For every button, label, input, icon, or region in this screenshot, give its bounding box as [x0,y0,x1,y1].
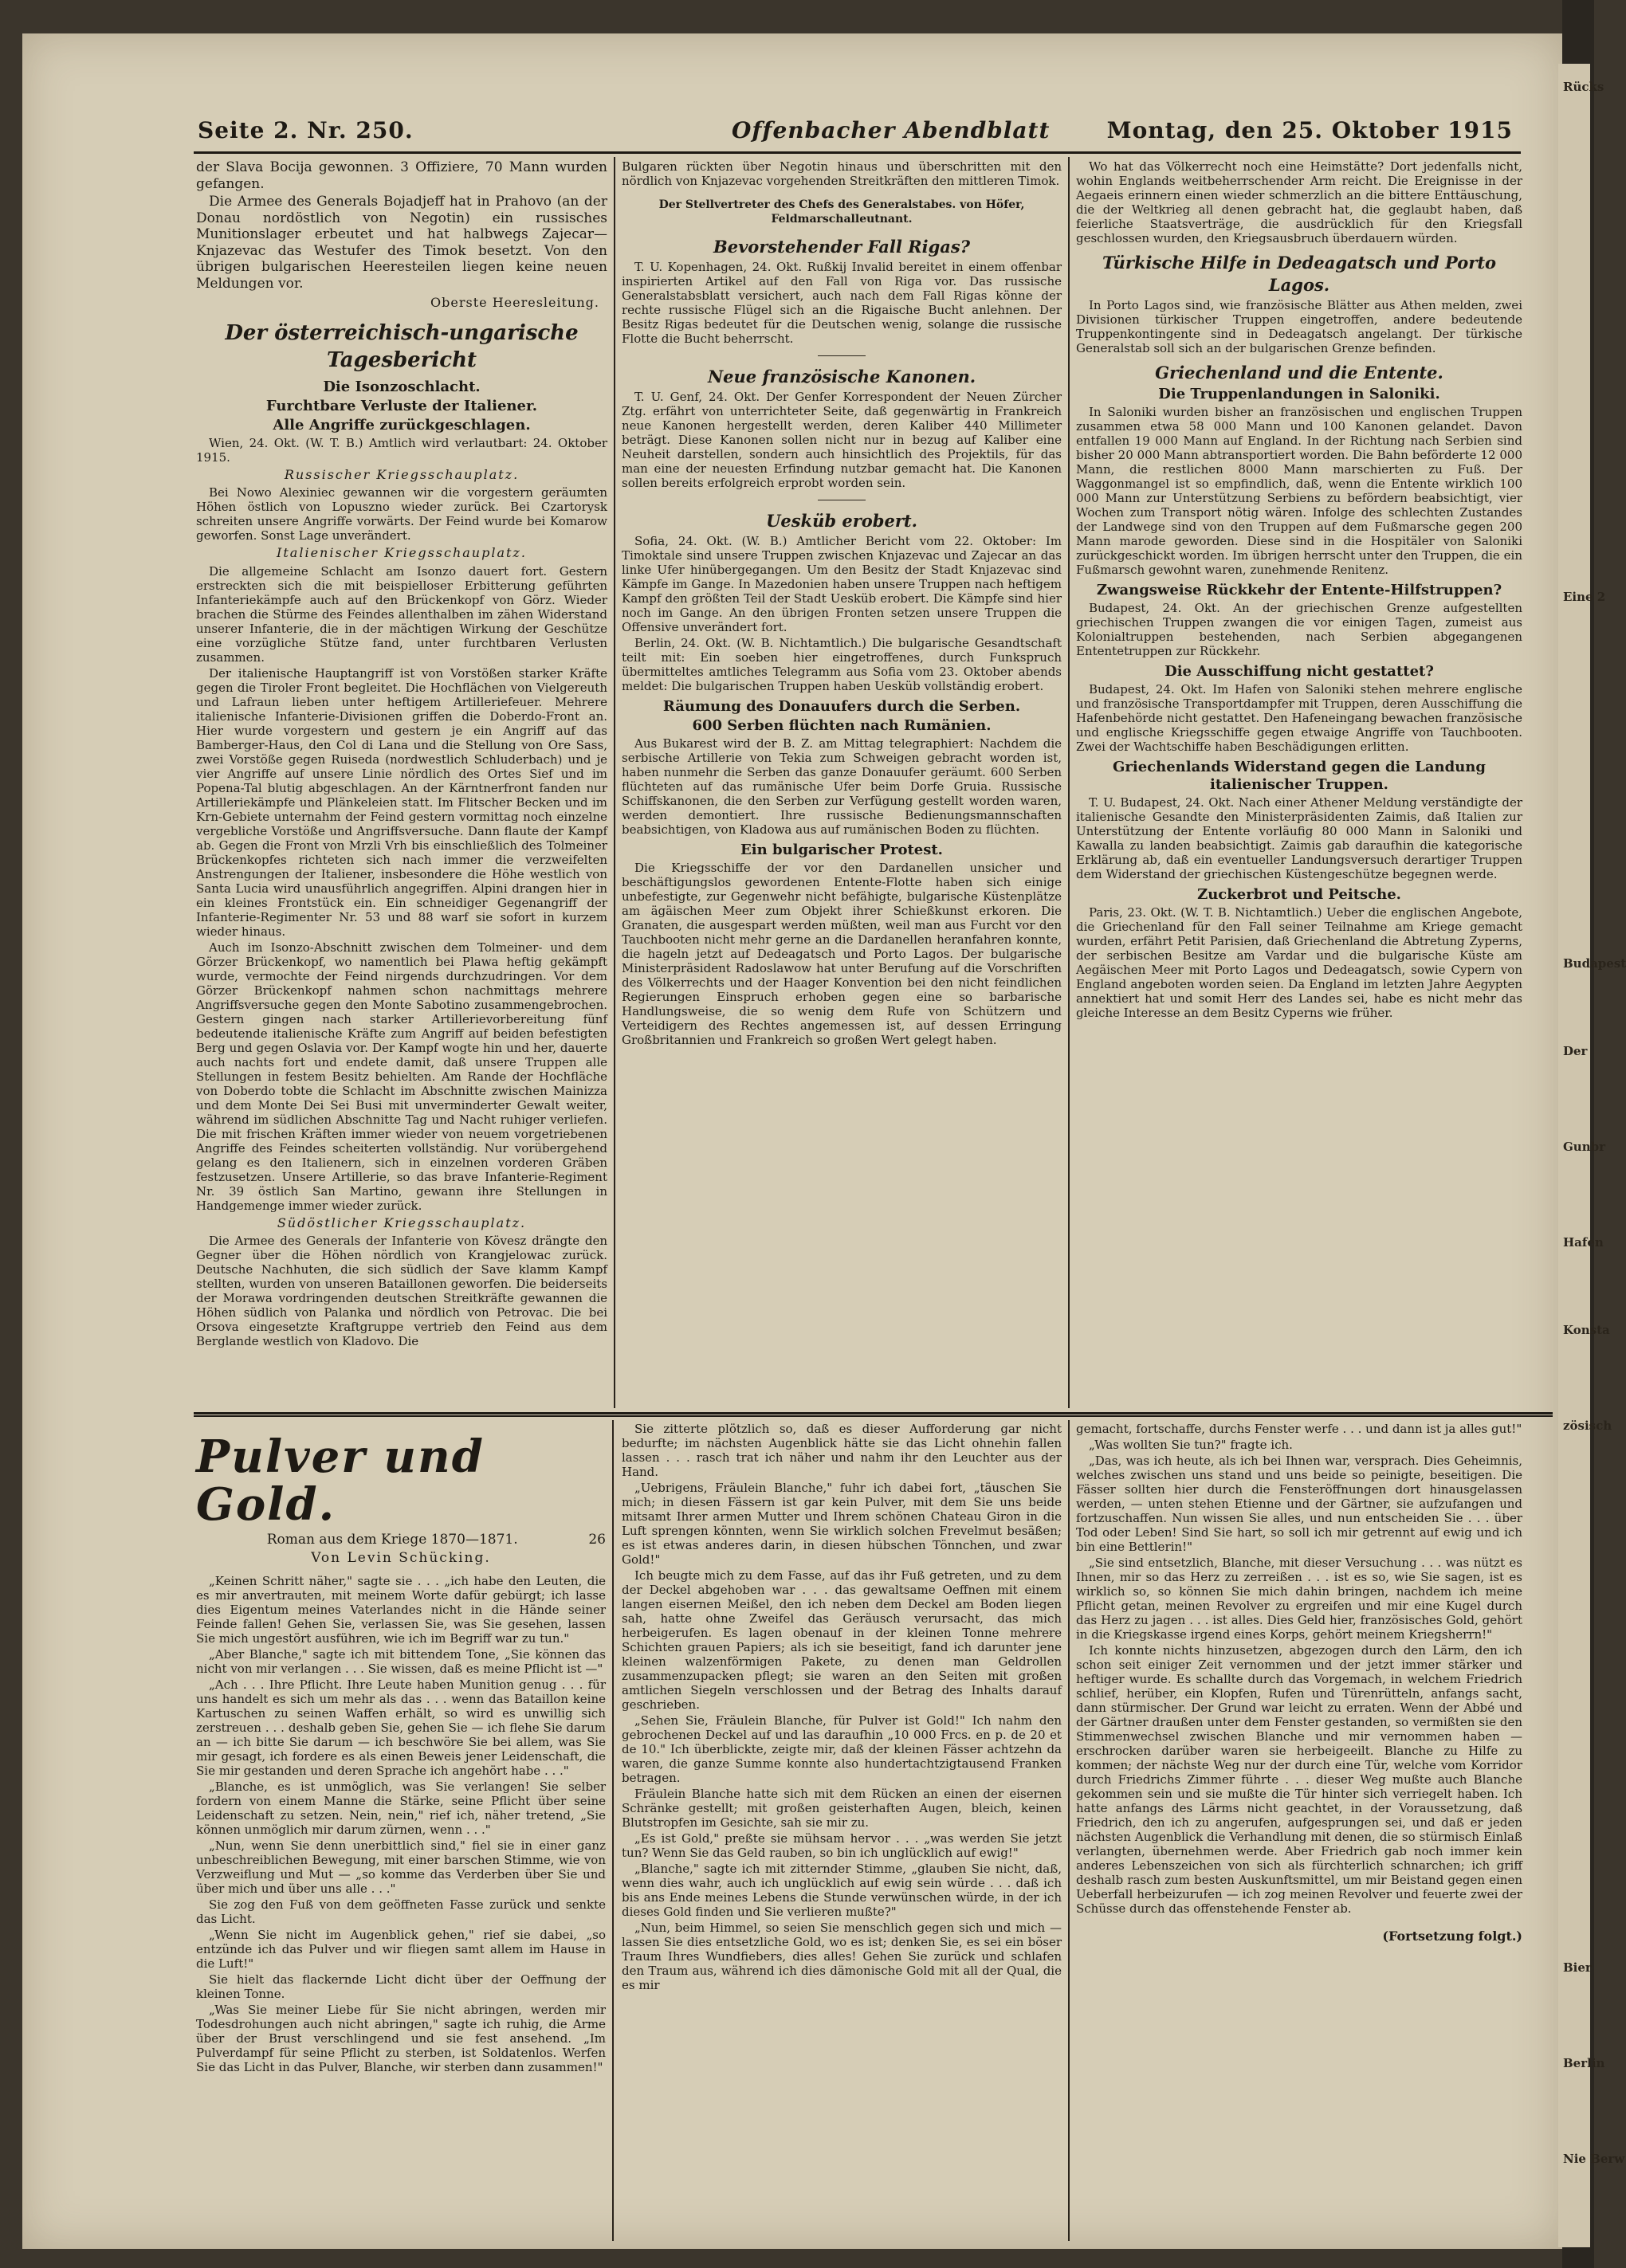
paragraph: Sie hielt das flackernde Licht dicht über der Oeffnung der kleinen Tonne. [196,1972,606,2001]
paragraph: Wien, 24. Okt. (W. T. B.) Amtlich wird verlautbart: 24. Oktober 1915. [196,435,607,465]
signature: Der Stellvertreter des Chefs des Generalstabes. von Höfer, Feldmarschalleutnant. [658,198,1025,226]
paragraph: Die allgemeine Schlacht am Isonzo dauert fort. Gestern erstreckten sich die mit beispielloser Erbitterung geführten Infanteriekämpfe auch auf den Brückenkopf von Görz. Wieder brachen die Stürme des Feindes allenthalben im zähen Widerstand unserer Infanterie, die in der mächtigen Wirkung der Geschütze eine vorzügliche Stütze fand, unter furchtbaren Verlusten zusammen. [196,563,607,665]
signature: Oberste Heeresleitung. [430,295,599,310]
subheadline: 600 Serben flüchten nach Rumänien. [692,717,992,734]
paragraph: T. U. Genf, 24. Okt. Der Genfer Korrespondent der Neuen Zürcher Ztg. erfährt von unterrichteter Seite, daß gegenwärtig in Frankreich neue Kanonen hergestellt werden, deren Kaliber 440 Millimeter beträgt. Diese Kanonen sollen nicht nur in bezug auf Kaliber eine Neuheit darstellen, sondern auch hinsichtlich des Projektils, für das man eine der neuesten Erfindung nutzbar gemacht hat. Die Kanonen sollen bereits erfolgreich erprobt worden sein. [622,390,1062,490]
paragraph: Budapest, 24. Okt. An der griechischen Grenze aufgestellten griechischen Truppen zwangen die vor einigen Tagen, zumeist aus Kolonialtruppen bestehenden, nach Serbien abgegangenen Ententetruppen zur Rückkehr. [1076,601,1522,658]
paragraph: der Slava Bocija gewonnen. 3 Offiziere, 70 Mann wurden gefangen. [196,159,607,192]
paragraph: T. U. Kopenhagen, 24. Okt. Rußkij Invalid bereitet in einem offenbar inspirierten Artikel auf den Fall von Riga vor. Das russische Generalstabsblatt versichert, auch nach dem Fall Rigas könne der rechte russische Flügel sich an die Rigaische Bucht anlehnen. Der Besitz Rigas bedeutet für die Deutschen wenig, solange die russische Flotte die Bucht beherrscht. [622,260,1062,346]
edge-text: Budapest [1563,956,1626,971]
paragraph: Sie zog den Fuß von dem geöffneten Fasse zurück und senkte das Licht. [196,1897,606,1926]
novel-author: Von Levin Schücking. [311,1549,491,1566]
paragraph: „Blanche, es ist unmöglich, was Sie verlangen! Sie selber fordern von einem Manne die Stärke, seine Pflicht über seine Leidenschaft zu setzen. Nein, nein," rief ich, näher tretend, „Sie können unmöglich mir darum zürnen, wenn . . ." [196,1779,606,1837]
novel-column-2 [622,1422,1062,2242]
edge-text: Rücks [1563,80,1604,94]
paragraph: „Das, was ich heute, als ich bei Ihnen war, versprach. Dies Geheimnis, welches zwischen uns stand und uns beide so peinigte, beseitigen. Die Fässer sollten hier durch die Fensteröffnungen dort hinausgelassen werden, — unten stehen Etienne und der Gärtner, sie aufzufangen und fortzuschaffen. Nun wissen Sie alles, und nun entscheiden Sie . . . über Tod oder Leben! Sind Sie hart, so soll ich mir getrennt auf ewig und ich bin eine Bettlerin!" [1076,1454,1522,1554]
continuation-note: (Fortsetzung folgt.) [1382,1929,1522,1944]
column-divider [612,1420,614,2241]
subheadline: Alle Angriffe zurückgeschlagen. [273,416,531,434]
paragraph: „Keinen Schritt näher," sagte sie . . . „ich habe den Leuten, die es mir anvertrauten, mit meinem Worte dafür gebürgt; ich lasse dies Eigentum meines Vaterlandes nicht in die Hände seiner Feinde fallen! Gehen Sie, verlassen Sie, was Sie gesehen, lassen Sie mich ungestört ausführen, wie ich im Begriff war zu tun." [196,1574,606,1646]
paragraph: „Sehen Sie, Fräulein Blanche, für Pulver ist Gold!" Ich nahm den gebrochenen Deckel auf und las daraufhin „10 000 Frcs. en p. de 20 et de 10." Ich überblickte, zeigte mir, daß der kleinen Fässer achtzehn da waren, die ganze Summe konnte also hundertachtzigtausend Franken betragen. [622,1713,1062,1785]
paragraph: Die Armee des Generals Bojadjeff hat in Prahovo (an der Donau nordöstlich von Negotin) ein russisches Munitionslager erbeutet und hat halbwegs Zajecar—Knjazevac das Westufer des Timok besetzt. Von den übrigen bulgarischen Heeresteilen liegen keine neuen Meldungen vor. [196,194,607,292]
header-rule [194,151,1521,154]
paragraph: Budapest, 24. Okt. Im Hafen von Saloniki stehen mehrere englische und französische Transportdampfer mit Truppen, deren Ausschiffung die Hafenbehörde nicht gestattet. Den Hafeneingang bewachen französische und englische Kriegsschiffe gegen etwaige Angriffe von Tauchbooten. Zwei der Wachtschiffe haben Beschädigungen erlitten. [1076,682,1522,754]
paragraph: Sie zitterte plötzlich so, daß es dieser Aufforderung gar nicht bedurfte; im nächsten Augenblick hätte sie das Licht ohnehin fallen lassen . . . rasch trat ich näher und nahm ihr den Leuchter aus der Hand. [622,1422,1062,1479]
headline: Griechenland und die Entente. [1155,363,1443,383]
headline-austrian-report: Der österreichisch-ungarische Tagesbericht [225,320,579,372]
paragraph: Bulgaren rückten über Negotin hinaus und überschritten mit den nördlich von Knjazevac vorgehenden Streitkräften den mittleren Timok. [622,159,1062,188]
paragraph: „Blanche," sagte ich mit zitternder Stimme, „glauben Sie nicht, daß, wenn dies wahr, auch ich unglücklich auf ewig sein würde . . . daß ich bis ans Ende meines Lebens die Stunde verwünschen würde, in der ich dieses Gold finden und Sie verlieren mußte?" [622,1862,1062,1919]
paragraph: Die Armee des Generals der Infanterie von Kövesz drängte den Gegner über die Höhen nördlich von Krangjelowac zurück. Deutsche Nachhuten, die sich südlich der Save klamm Kampf stellten, wurden von unseren Bataillonen geworfen. Die beiderseits der Morawa vordringenden deutschen Streitkräfte gewannen die Höhen südlich von Palanka und nördlich von Petrovac. Die bei Orsova eingesetzte Kraftgruppe vertrieb den Feind aus dem Berglande westlich von Kladovo. Die [196,1234,607,1348]
edge-text: Der [1563,1044,1588,1058]
subheadline: Furchtbare Verluste der Italiener. [265,397,538,414]
subheadline: Die Truppenlandungen in Saloniki. [1158,386,1440,402]
headline: Neue französische Kanonen. [707,367,976,387]
paragraph: Sofia, 24. Okt. (W. B.) Amtlicher Bericht vom 22. Oktober: Im Timoktale sind unsere Truppen zwischen Knjazevac und Zajecar an das linke Ufer hinübergegangen. Um den Besitz der Stadt Knjazevac sind Kämpfe im Gange. In Mazedonien haben unsere Truppen nach heftigem Kampf den größten Teil der Stadt Uesküb erobert. Die Kämpfe sind hier noch im Gange. An den übrigen Fronten setzen unsere Truppen die Offensive unverändert fort. [622,534,1062,634]
column-2 [622,159,1062,1409]
edge-text: Konsta [1563,1323,1610,1337]
paragraph: Aus Bukarest wird der B. Z. am Mittag telegraphiert: Nachdem die serbische Artillerie von Tekia zum Schweigen gebracht worden ist, haben nunmehr die Serben das ganze Donauufer geräumt. 600 Serben flüchteten auf das rumänische Ufer beim Dorfe Gruia. Russische Schiffskanonen, die den Serben zur Verfügung gestellt worden waren, werden demontiert. Ihre russische Bedienungsmannschaften beabsichtigen, von Kladowa aus auf rumänischen Boden zu flüchten. [622,736,1062,837]
edge-text: Bier [1563,1960,1592,1975]
paragraph: „Nun, beim Himmel, so seien Sie menschlich gegen sich und mich — lassen Sie dies entsetzliche Gold, wo es ist; denken Sie, es sei ein böser Traum Ihres Wundfiebers, dies alles! Gehen Sie zurück und schlafen den Traum aus, während ich dies dämonische Gold mit all der Qual, die es mir [622,1921,1062,1992]
edge-text: Berlin [1563,2056,1605,2070]
column-divider [1068,157,1070,1408]
column-divider [614,157,615,1408]
novel-subtitle: Roman aus dem Kriege 1870—1871. 26 [266,1532,606,1548]
column-1 [196,159,607,1409]
paragraph: Bei Nowo Alexiniec gewannen wir die vorgestern geräumten Höhen östlich von Lopuszno wieder zurück. Bei Czartorysk schreiten unsere Angriffe vorwärts. Der Feind wurde bei Komarow geworfen. Sonst Lage unverändert. [196,485,607,543]
paragraph: Der italienische Hauptangriff ist von Vorstößen starker Kräfte gegen die Tiroler Front begleitet. Die Hochflächen von Vielgereuth und Lafraun lieben unter heftigem Artilleriefeuer. Mehrere italienische Infanterie-Divisionen griffen die Doberdo-Front an. Hier wurde vorgestern und gestern je ein Angriff auf das Bamberger-Haus, den Col di Lana und die Stellung von Ore Sass, zwei Vorstöße gegen Ruiseda (nordwestlich Schluderbach) und je vier Angriffe auf unsere Linie nördlich des Ortes Sief und im Popena-Tal blutig abgeschlagen. An der Kärntnerfront fanden nur Artilleriekämpfe und Plänkeleien statt. Im Flitscher Becken und im Krn-Gebiete unternahm der Feind gestern vormittag noch einzelne vergebliche Vorstöße und Angriffsversuche. Dann flaute der Kampf ab. Gegen die Front von Mrzli Vrh bis einschließlich des Tolmeiner Brückenkopfes richteten sich nach immer die verzweifelten Anstrengungen der Italiener, insbesondere die Höhe westlich von Santa Lucia wird unausführlich angegriffen. Alpini drangen hier in ein kleines Frontstück ein. Ein schneidiger Gegenangriff der Infanterie-Regimenter Nr. 53 und 88 warf sie sofort in kurzem wieder hinaus. [196,665,607,939]
paragraph: „Uebrigens, Fräulein Blanche," fuhr ich dabei fort, „täuschen Sie mich; in diesen Fässern ist gar kein Pulver, mit dem Sie uns beide mitsamt Ihrer armen Mutter und Ihrem schönen Chateau Giron in die Luft sprengen könnten, wenn Sie wirklich solchen Frevelmut besäßen; es ist etwas anderes darin, in diesen hübschen Tönnchen, und zwar Gold!" [622,1481,1062,1567]
novel-title: Pulver und Gold. [196,1430,485,1531]
feuilleton-rule [194,1412,1553,1417]
paragraph: Berlin, 24. Okt. (W. B. Nichtamtlich.) Die bulgarische Gesandtschaft teilt mit: Ein soeben hier eingetroffenes, durch Funkspruch übermitteltes amtliches Telegramm aus Sofia vom 23. Oktober abends meldet: Die bulgarischen Truppen haben Uesküb vollständig erobert. [622,636,1062,693]
paragraph: Auch im Isonzo-Abschnitt zwischen dem Tolmeiner- und dem Görzer Brückenkopf, wo namentlich bei Plawa heftig gekämpft wurde, vermochte der Feind nirgends durchzudringen. Vor dem Görzer Brückenkopf nahmen schon nachmittags mehrere Angriffsversuche gegen den Monte Sabotino zusammengebrochen. Gestern gingen nach starker Artillerievorbereitung fünf bedeutende italienische Kräfte zum Angriff auf beiden befestigten Berg und gegen Oslavia vor. Der Kampf wogte hin und her, dauerte auch nachts fort und endete damit, daß unsere Truppen alle Stellungen in festem Besitz behielten. Am Rande der Hochfläche von Doberdo tobte die Schlacht im Abschnitte zwischen Mainizza und dem Monte Dei Sei Busi mit unverminderter Gewalt weiter, während im südlichen Abschnitte Tag und Nacht ruhiger verliefen. Die mit frischen Kräften immer wieder von neuem vorgetriebenen Angriffe des Feindes scheiterten vollständig. Nur vorübergehend gelang es den Italienern, sich in einzelnen vorderen Gräben festzusetzen. Unsere Artillerie, so das brave Infanterie-Regiment Nr. 39 östlich San Martino, gewann ihre Stellungen in Handgemenge immer wieder zurück. [196,940,607,1213]
newspaper-masthead: Offenbacher Abendblatt [732,117,1051,143]
subheadline: Die Isonzoschlacht. [323,378,481,395]
paragraph: Paris, 23. Okt. (W. T. B. Nichtamtlich.) Ueber die englischen Angebote, die Griechenland für den Fall seiner Teilnahme am Kriege gemacht wurden, erfährt Petit Parisien, daß Griechenland die Abtretung Zyperns, der serbischen Besitze am Vardar und die bulgarische Küste am Aegäischen Meer mit Porto Lagos und Dedeagatsch, sowie Cypern von England angeboten worden seien. Da England im letzten Jahre Aegypten annektiert hat und somit Herr des Landes sei, habe es nicht mehr das gleiche Interesse an dem Besitz Cyperns wie früher. [1076,905,1522,1020]
newspaper-page [22,33,1562,2249]
edge-text: Eine 2 [1563,590,1606,604]
novel-column-1 [196,1422,606,2242]
headline: Die Ausschiffung nicht gestattet? [1165,663,1434,680]
paragraph: „Sie sind entsetzlich, Blanche, mit dieser Versuchung . . . was nützt es Ihnen, mir so das Herz zu zerreißen . . . ist es so, wie Sie sagen, ist es wirklich so, so können Sie mich dahin bringen, nachdem ich meine Pflicht getan, meinen Revolver zu ergreifen und mir eine Kugel durch das Herz zu jagen . . . ist alles. Dies Geld hier, französisches Gold, gehört in die Kriegskasse irgend eines Korps, gehört meinem Kriegsherrn!" [1076,1556,1522,1642]
section-title: Italienischer Kriegsschauplatz. [277,545,527,560]
paragraph: „Nun, wenn Sie denn unerbittlich sind," fiel sie in einer ganz unbeschreiblichen Bewegung, mit einer barschen Stimme, wie von Verzweiflung und Mut — „so komme das Verderben über Sie und über mich und über uns alle . . ." [196,1838,606,1896]
paragraph: T. U. Budapest, 24. Okt. Nach einer Athener Meldung verständigte der italienische Gesandte den Ministerpräsidenten Zaimis, daß Italien zur Unterstützung der Entente vorläufig 80 000 Mann in Saloniki und Kawalla zu landen beabsichtigt. Zaimis gab daraufhin die kategorische Erklärung ab, daß ein eventueller Landungsversuch derartiger Truppen dem Widerstand der griechischen Küstengeschütze begegnen werde. [1076,795,1522,881]
headline: Uesküb erobert. [766,511,917,531]
paragraph: „Es ist Gold," preßte sie mühsam hervor . . . „was werden Sie jetzt tun? Wenn Sie das Geld rauben, so bin ich unglücklich auf ewig!" [622,1831,1062,1860]
headline: Ein bulgarischer Protest. [740,842,943,858]
headline: Zuckerbrot und Peitsche. [1197,886,1401,903]
divider [818,355,866,356]
headline: Griechenlands Widerstand gegen die Landung italienischer Truppen. [1113,759,1486,793]
issue-date: Montag, den 25. Oktober 1915 [1106,117,1513,143]
section-title: Südöstlicher Kriegsschauplatz. [277,1214,527,1230]
adjacent-page-strip [1558,64,1626,2247]
paragraph: In Saloniki wurden bisher an französischen und englischen Truppen zusammen etwa 58 000 Mann und 100 Kanonen gelandet. Davon entfallen 19 000 Mann auf England. In der Richtung nach Serbien sind bisher 20 000 Mann abtransportiert worden. Die Bahn beförderte 12 000 Mann, die restlichen 8000 Mann marschierten zu Fuß. Der Waggonmangel ist so empfindlich, daß, wenn die Entente wirklich 100 000 Mann zur Unterstützung Serbiens zu befördern beabsichtigt, vier Wochen zum Transport nötig wären. Infolge des schlechten Zustandes der Landwege sind von den Truppen auf dem Fußmarsche gegen 200 Mann marode geworden. Diese sind in die Hospitäler von Saloniki zurückgeschickt worden. Im übrigen herrscht unter den Truppen, die ein Fußmarsch gewohnt waren, zunehmende Renitenz. [1076,405,1522,577]
paragraph: „Was wollten Sie tun?" fragte ich. [1089,1438,1293,1452]
paragraph: „Aber Blanche," sagte ich mit bittendem Tone, „Sie können das nicht von mir verlangen . . . Sie wissen, daß es meine Pflicht ist —" [196,1647,606,1676]
novel-column-3 [1076,1422,1522,2242]
paragraph: Ich beugte mich zu dem Fasse, auf das ihr Fuß getreten, und zu dem der Deckel abgehoben war . . . das gewaltsame Oeffnen mit einem langen eisernen Meißel, den ich neben dem Deckel am Boden liegen sah, hatte ohne Zweifel das Geräusch verursacht, das mich herbeigerufen. Es lagen obenauf in der kleinen Tonne mehrere Schichten grauen Papiers; als ich sie beseitigt, fand ich darunter jene kleinen walzenförmigen Pakete, zu denen man Geldrollen zusammenzupacken pflegt; sie waren an den Seiten mit großen amtlichen Siegeln verschlossen und der Betrag des Inhalts darauf geschrieben. [622,1568,1062,1712]
paragraph: „Was Sie meiner Liebe für Sie nicht abringen, werden mir Todesdrohungen auch nicht abringen," sagte ich ruhig, die Arme über der Brust verschlingend und sie fest ansehend. „Im Pulverdampf für seine Pflicht zu sterben, ist Soldatenlos. Werfen Sie das Licht in das Pulver, Blanche, wir sterben dann zusammen!" [196,2003,606,2074]
page-number: Seite 2. Nr. 250. [198,117,414,143]
paragraph: In Porto Lagos sind, wie französische Blätter aus Athen melden, zwei Divisionen türkischer Truppen eingetroffen, andere bedeutende Truppenkontingente sind in Dedeagatsch angelangt. Der türkische Generalstab soll sich an der bulgarischen Grenze befinden. [1076,298,1522,355]
paragraph: Wo hat das Völkerrecht noch eine Heimstätte? Dort jedenfalls nicht, wohin Englands weitbeherrschender Arm reicht. Die Ereignisse in der Aegaeis erinnern einen wieder schmerzlich an die bittere Enttäuschung, die der Weltkrieg all denen gebracht hat, die geglaubt haben, daß feierliche Staatsverträge, die ausdrücklich für den Kriegsfall geschlossen wurden, den Kriegsausbruch überdauern würden. [1076,159,1522,245]
paragraph: Fräulein Blanche hatte sich mit dem Rücken an einen der eisernen Schränke gestellt; mit großen geisterhaften Augen, bleich, keinen Blutstropfen im Gesichte, sah sie mir zu. [622,1787,1062,1830]
paragraph: gemacht, fortschaffe, durchs Fenster werfe . . . und dann ist ja alles gut!" [1076,1422,1522,1436]
edge-text: zösisch [1563,1418,1612,1433]
paragraph: „Ach . . . Ihre Pflicht. Ihre Leute haben Munition genug . . . für uns handelt es sich um mehr als das . . . wenn das Bataillon keine Kartuschen zu seinen Waffen erhält, so wird es unwillig sich zerstreuen . . . deshalb geben Sie, gehen Sie — ich flehe Sie darum an — ich bitte Sie darum — ich beschwöre Sie bei allem, was Sie mir gesagt, ich fordere es als einen Beweis jener Leidenschaft, die Sie mir gestanden und deren Sprache ich angehört habe . . ." [196,1677,606,1778]
section-title: Russischer Kriegsschauplatz. [284,466,520,482]
headline: Türkische Hilfe in Dedeagatsch und Porto Lagos. [1102,253,1497,295]
edge-text: Hafen [1563,1235,1604,1250]
paragraph: Die Kriegsschiffe der vor den Dardanellen unsicher und beschäftigungslos gewordenen Entente-Flotte haben sich einige unbefestigte, zur Gegenwehr nicht befähigte, bulgarische Küstenplätze am ägäischen Meer zum Objekt ihrer Schießkunst erkoren. Die Granaten, die ausgespart werden müßten, weil man aus Furcht vor den Tauchbooten nicht mehr gerne an die Dardanellen heranfahren konnte, die hageln jetzt auf Dedeagatsch und Porto Lagos. Der bulgarische Ministerpräsident Radoslawow hat unter Berufung auf die Vorschriften des Völkerrechts und der Haager Konvention bei den nicht feindlichen Regierungen Einspruch erhoben gegen eine so barbarische Handlungsweise, die so wenig dem Rufe von Schützern und Verteidigern des Rechtes angemessen ist, auf dessen Erringung Großbritannien und Frankreich so großen Wert gelegt haben. [622,861,1062,1047]
headline: Räumung des Donauufers durch die Serben. [662,698,1021,715]
paragraph: Ich konnte nichts hinzusetzen, abgezogen durch den Lärm, den ich schon seit einiger Zeit vernommen und der jetzt immer stärker und heftiger wurde. Es schallte durch das Vorgemach, in welchem Friedrich schlief, herüber, ein Klopfen, Rufen und Türenrütteln, anfangs sacht, dann stürmischer. Der Grund war leicht zu erraten. Wenn der Abbé und der Gärtner draußen unter dem Fenster gestanden, so vermißten sie den Stimmenwechsel zwischen Blanche und mir vernommen haben — erschrocken darüber waren sie herbeigeeilt. Blanche zu Hilfe zu kommen; der nächste Weg nur der durch eine Tür, welche vom Korridor durch Friedrichs Zimmer führte . . . dieser Weg mußte auch Blanche gekommen sein und sie mußte die Tür hinter sich verriegelt haben. Ich hatte anfangs des Lärms nicht geachtet, in der Voraussetzung, daß Friedrich, den ich zu angerufen, aufgesprungen sei, und daß er jeden nächsten Augenblick die Verhandlung mit denen, die so stürmisch Einlaß verlangten, übernehmen werde. Aber Friedrich gab noch immer kein anderes Lebenszeichen von sich als fürchterlich schnarchen; ich griff deshalb rasch zum besten Auskunftsmittel, um mir Beistand gegen einen Ueberfall herbeizurufen — ich zog meinen Revolver und feuerte zwei der Schüsse durch das offenstehende Fenster ab. [1076,1643,1522,1916]
edge-text: Gunbr [1563,1140,1606,1154]
paragraph: „Wenn Sie nicht im Augenblick gehen," rief sie dabei, „so entzünde ich das Pulver und wir fliegen samt allem im Hause in die Luft!" [196,1928,606,1971]
column-3 [1076,159,1522,1409]
headline: Zwangsweise Rückkehr der Entente-Hilfstruppen? [1096,582,1502,598]
headline: Bevorstehender Fall Rigas? [713,237,971,257]
column-divider [1068,1420,1070,2241]
edge-text: Nie Berw [1563,2152,1625,2166]
